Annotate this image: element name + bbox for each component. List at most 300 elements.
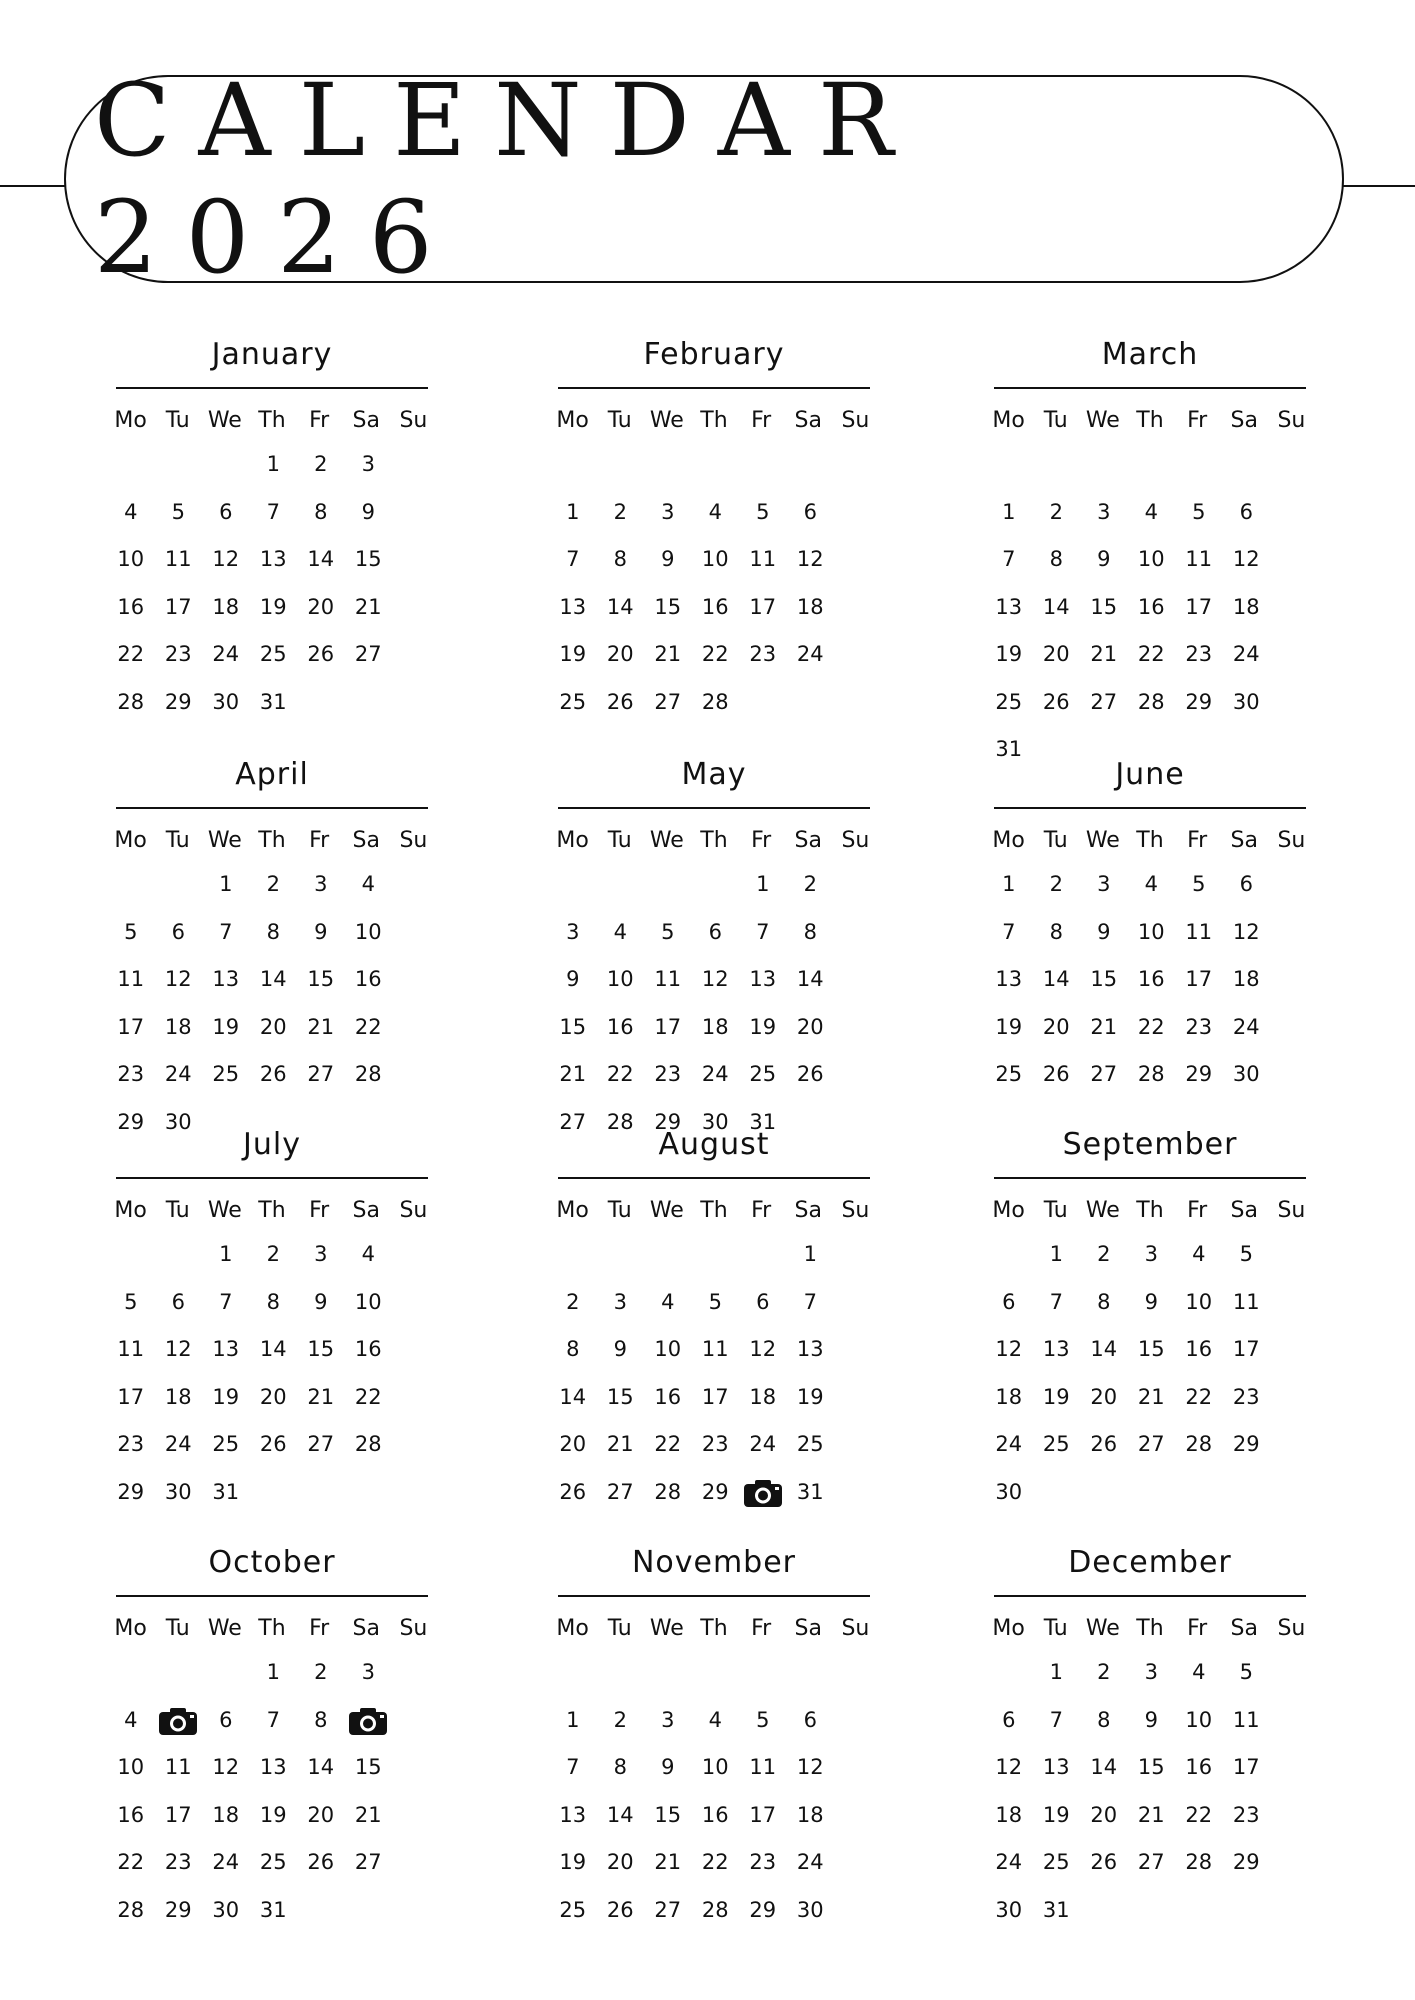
day-cell: 23: [117, 1062, 145, 1086]
day-cell: 18: [701, 1014, 729, 1039]
weekday-header: [985, 1191, 1315, 1231]
day-cell: 18: [995, 1384, 1023, 1409]
weekday-label: Su: [841, 1198, 870, 1223]
day-cell: 28: [1137, 689, 1165, 714]
day-cell: 3: [314, 872, 328, 896]
month-name: April: [235, 757, 309, 792]
day-cell: 3: [1097, 872, 1111, 896]
day-cell: 12: [749, 1337, 777, 1361]
day-cell: 14: [1042, 594, 1070, 619]
day-cell: 17: [749, 594, 777, 619]
weekday-label: Su: [1277, 408, 1306, 433]
day-cell: 24: [164, 1432, 192, 1456]
day-cell: 4: [661, 1289, 675, 1314]
day-cell: 3: [361, 452, 375, 476]
day-cell: 14: [606, 594, 634, 619]
day-cell: 13: [995, 967, 1023, 991]
day-cell: 8: [1049, 919, 1063, 944]
day-cell: 29: [164, 1897, 192, 1922]
day-cell: 10: [117, 547, 145, 571]
day-cell: 27: [1137, 1432, 1165, 1456]
day-cell: 28: [1185, 1432, 1213, 1456]
weekday-label: Tu: [165, 1616, 190, 1641]
day-cell: 31: [259, 689, 287, 714]
day-cell: 27: [354, 642, 382, 666]
day-cell: 26: [259, 1432, 287, 1456]
weekday-label: Fr: [751, 828, 772, 853]
day-cell: 29: [1232, 1850, 1260, 1874]
day-cell: 3: [661, 499, 675, 524]
weekday-label: Su: [1277, 1616, 1306, 1641]
day-cell: 21: [1090, 1014, 1118, 1039]
day-cell: 17: [117, 1014, 145, 1039]
day-cell: 24: [212, 642, 240, 666]
weekday-label: We: [207, 1198, 242, 1223]
weekday-label: Th: [258, 1616, 286, 1641]
empty-cell: [549, 1649, 597, 1697]
day-cell: 22: [1185, 1384, 1213, 1409]
weekday-label: Tu: [1043, 408, 1068, 433]
day-cell: 3: [613, 1289, 627, 1314]
day-cell: 12: [995, 1755, 1023, 1779]
day-cell: 12: [164, 967, 192, 991]
day-cell: 7: [1049, 1289, 1063, 1314]
weekday-label: Sa: [352, 828, 380, 853]
day-cell: 19: [995, 1014, 1023, 1039]
weekday-label: Fr: [309, 408, 330, 433]
day-cell: 23: [749, 642, 777, 666]
day-cell: 16: [1137, 594, 1165, 619]
month-may: [549, 755, 879, 1146]
day-cell: 14: [307, 547, 335, 571]
empty-cell: [107, 1231, 155, 1279]
weekday-label: Mo: [556, 408, 589, 433]
day-cell: 25: [259, 1850, 287, 1874]
day-cell: 10: [354, 1289, 382, 1314]
day-cell: 21: [654, 1850, 682, 1874]
day-cell: 6: [1002, 1289, 1016, 1314]
day-cell: 12: [1232, 547, 1260, 571]
day-cell: 29: [654, 1109, 682, 1134]
day-cell: 6: [708, 919, 722, 944]
day-cell: 12: [796, 1755, 824, 1779]
day-grid: [985, 441, 1315, 774]
day-cell: 21: [654, 642, 682, 666]
day-cell: 27: [1090, 689, 1118, 714]
empty-cell: [739, 1231, 787, 1279]
day-cell: 8: [266, 1289, 280, 1314]
day-cell: 13: [559, 594, 587, 619]
month-rule: [558, 807, 870, 809]
weekday-label: Mo: [114, 828, 147, 853]
day-cell: 16: [606, 1014, 634, 1039]
day-cell: 30: [701, 1109, 729, 1134]
day-cell: 19: [259, 594, 287, 619]
day-cell: 11: [654, 967, 682, 991]
day-cell: 7: [1002, 547, 1016, 571]
month-name: February: [643, 337, 785, 372]
day-cell: 21: [606, 1432, 634, 1456]
day-cell: 23: [1232, 1384, 1260, 1409]
month-name: May: [681, 757, 747, 792]
day-cell: 14: [606, 1802, 634, 1827]
weekday-label: Th: [1136, 828, 1164, 853]
day-cell: 19: [995, 642, 1023, 666]
day-cell: 25: [259, 642, 287, 666]
day-cell: 19: [1042, 1802, 1070, 1827]
day-cell: 29: [117, 1109, 145, 1134]
weekday-header: [985, 401, 1315, 441]
day-cell: 21: [1137, 1802, 1165, 1827]
empty-cell: [644, 441, 692, 489]
day-cell: 9: [361, 499, 375, 524]
day-cell: 30: [1232, 689, 1260, 714]
day-cell: 9: [1097, 547, 1111, 571]
day-cell: 22: [606, 1062, 634, 1086]
weekday-label: Tu: [1043, 1198, 1068, 1223]
day-cell: 18: [1232, 967, 1260, 991]
day-cell: 16: [117, 594, 145, 619]
day-cell: 20: [559, 1432, 587, 1456]
weekday-label: Fr: [751, 1198, 772, 1223]
day-cell: 25: [796, 1432, 824, 1456]
day-cell: 12: [1232, 919, 1260, 944]
day-cell: 7: [219, 919, 233, 944]
weekday-label: Fr: [309, 828, 330, 853]
day-cell: 18: [796, 594, 824, 619]
day-cell: 13: [1042, 1337, 1070, 1361]
day-cell: 20: [796, 1014, 824, 1039]
day-cell: 3: [1144, 1660, 1158, 1684]
empty-cell: [597, 1231, 645, 1279]
day-cell: 25: [995, 689, 1023, 714]
day-cell: 10: [354, 919, 382, 944]
day-cell: 4: [708, 499, 722, 524]
day-grid: [549, 441, 879, 726]
empty-cell: [787, 441, 835, 489]
day-cell: 21: [1137, 1384, 1165, 1409]
day-cell: 5: [1239, 1660, 1253, 1684]
day-grid: [985, 861, 1315, 1099]
day-cell: 21: [559, 1062, 587, 1086]
day-cell: 18: [212, 594, 240, 619]
weekday-label: We: [649, 408, 684, 433]
month-october: [107, 1543, 437, 1934]
day-cell: 23: [117, 1432, 145, 1456]
day-cell: 20: [259, 1384, 287, 1409]
day-cell: 17: [1232, 1337, 1260, 1361]
day-cell: 8: [803, 919, 817, 944]
day-cell: 30: [164, 1479, 192, 1504]
day-cell: 2: [803, 872, 817, 896]
day-cell: 18: [164, 1384, 192, 1409]
day-cell: 28: [654, 1479, 682, 1504]
day-cell: 8: [1049, 547, 1063, 571]
day-cell: 13: [995, 594, 1023, 619]
day-cell: 15: [1090, 967, 1118, 991]
empty-cell: [985, 1231, 1033, 1279]
weekday-label: Th: [700, 408, 728, 433]
day-cell: 11: [1185, 547, 1213, 571]
day-cell: 28: [117, 1897, 145, 1922]
month-name: September: [1062, 1127, 1238, 1162]
day-cell: 15: [654, 594, 682, 619]
day-grid: [985, 1231, 1315, 1516]
day-cell: 1: [219, 1242, 233, 1266]
weekday-label: Tu: [165, 828, 190, 853]
day-cell: 30: [796, 1897, 824, 1922]
empty-cell: [1175, 441, 1223, 489]
day-cell: 22: [701, 1850, 729, 1874]
day-cell: 6: [219, 1707, 233, 1732]
day-cell: 18: [749, 1384, 777, 1409]
weekday-label: Sa: [1230, 828, 1258, 853]
weekday-label: Th: [258, 408, 286, 433]
weekday-label: Fr: [1187, 828, 1208, 853]
weekday-label: We: [1085, 408, 1120, 433]
weekday-label: Sa: [352, 1616, 380, 1641]
day-cell: 8: [613, 1755, 627, 1779]
day-cell: 1: [1002, 499, 1016, 524]
day-cell: 28: [701, 689, 729, 714]
day-cell: 19: [749, 1014, 777, 1039]
weekday-label: We: [1085, 1616, 1120, 1641]
day-grid: [549, 861, 879, 1146]
day-cell: 7: [1002, 919, 1016, 944]
day-cell: 2: [613, 1707, 627, 1732]
day-cell: 22: [654, 1432, 682, 1456]
day-cell: 2: [566, 1289, 580, 1314]
day-cell: 8: [1097, 1707, 1111, 1732]
empty-cell: [644, 1649, 692, 1697]
day-cell: 19: [212, 1384, 240, 1409]
day-cell: 12: [212, 1755, 240, 1779]
day-cell: 26: [606, 689, 634, 714]
weekday-label: We: [1085, 828, 1120, 853]
day-cell: 6: [219, 499, 233, 524]
weekday-label: Tu: [1043, 828, 1068, 853]
day-cell: 24: [749, 1432, 777, 1456]
weekday-label: We: [207, 828, 242, 853]
day-cell: 17: [1232, 1755, 1260, 1779]
day-cell: 21: [307, 1014, 335, 1039]
day-cell: 7: [566, 1755, 580, 1779]
weekday-header: [107, 1191, 437, 1231]
title-pill: [64, 62, 1344, 296]
day-cell: 29: [1185, 689, 1213, 714]
month-rule: [558, 1595, 870, 1597]
day-cell: 9: [1144, 1289, 1158, 1314]
month-name: August: [658, 1127, 770, 1162]
day-cell: 1: [1049, 1242, 1063, 1266]
day-cell: 4: [361, 872, 375, 896]
day-cell: 28: [1185, 1850, 1213, 1874]
day-cell: 5: [756, 499, 770, 524]
weekday-label: We: [649, 1616, 684, 1641]
day-cell: 18: [1232, 594, 1260, 619]
day-cell: 12: [212, 547, 240, 571]
day-cell: 4: [124, 499, 138, 524]
weekday-label: Su: [399, 1616, 428, 1641]
day-cell: 6: [756, 1289, 770, 1314]
day-cell: 15: [559, 1014, 587, 1039]
day-cell: 19: [796, 1384, 824, 1409]
title-line-left: [0, 185, 66, 187]
weekday-label: Mo: [556, 1198, 589, 1223]
weekday-header: [107, 1609, 437, 1649]
day-cell: 11: [164, 547, 192, 571]
empty-cell: [549, 441, 597, 489]
day-cell: 5: [1192, 499, 1206, 524]
day-cell: 10: [1185, 1707, 1213, 1732]
day-cell: 2: [266, 872, 280, 896]
month-march: [985, 335, 1315, 774]
day-cell: 10: [1137, 919, 1165, 944]
day-cell: 18: [796, 1802, 824, 1827]
day-cell: 30: [212, 689, 240, 714]
weekday-label: Fr: [309, 1616, 330, 1641]
day-cell: 28: [1137, 1062, 1165, 1086]
day-cell: 6: [803, 499, 817, 524]
day-cell: 30: [164, 1109, 192, 1134]
day-cell: 8: [566, 1337, 580, 1361]
empty-cell: [597, 1649, 645, 1697]
weekday-label: We: [1085, 1198, 1120, 1223]
day-cell: 20: [1042, 1014, 1070, 1039]
month-rule: [116, 1595, 428, 1597]
day-cell: 26: [1042, 1062, 1070, 1086]
day-cell: 20: [259, 1014, 287, 1039]
day-cell: 24: [701, 1062, 729, 1086]
empty-cell: [692, 1231, 740, 1279]
day-cell: 5: [124, 919, 138, 944]
day-cell: 27: [1137, 1850, 1165, 1874]
day-cell: 27: [654, 1897, 682, 1922]
weekday-label: Sa: [794, 1616, 822, 1641]
day-cell: 15: [354, 547, 382, 571]
weekday-label: Fr: [1187, 408, 1208, 433]
day-cell: 8: [314, 499, 328, 524]
day-cell: 17: [749, 1802, 777, 1827]
empty-cell: [107, 441, 155, 489]
day-cell: 31: [796, 1479, 824, 1504]
day-grid: [549, 1649, 879, 1934]
day-cell: 24: [995, 1850, 1023, 1874]
weekday-label: Th: [1136, 1198, 1164, 1223]
day-cell: 12: [701, 967, 729, 991]
day-cell: 23: [164, 1850, 192, 1874]
day-cell: 27: [307, 1432, 335, 1456]
day-cell: 11: [1232, 1707, 1260, 1732]
weekday-label: Su: [841, 828, 870, 853]
weekday-label: Mo: [556, 1616, 589, 1641]
day-cell: 1: [1002, 872, 1016, 896]
month-rule: [558, 1177, 870, 1179]
month-june: [985, 755, 1315, 1099]
day-cell: 17: [164, 594, 192, 619]
weekday-label: Su: [399, 828, 428, 853]
empty-cell: [155, 1649, 203, 1697]
day-cell: 22: [1137, 1014, 1165, 1039]
day-cell: 18: [164, 1014, 192, 1039]
day-cell: 1: [266, 1660, 280, 1684]
empty-cell: [644, 861, 692, 909]
day-cell: 22: [354, 1014, 382, 1039]
day-cell: 23: [701, 1432, 729, 1456]
day-cell: 4: [1192, 1242, 1206, 1266]
weekday-label: Tu: [607, 1198, 632, 1223]
day-cell: 8: [613, 547, 627, 571]
day-cell: 27: [559, 1109, 587, 1134]
day-cell: 8: [314, 1707, 328, 1732]
day-cell: 24: [212, 1850, 240, 1874]
day-cell: 11: [117, 1337, 145, 1361]
day-cell: 15: [1137, 1755, 1165, 1779]
day-cell: 6: [1239, 499, 1253, 524]
day-cell: 26: [796, 1062, 824, 1086]
empty-cell: [202, 1649, 250, 1697]
day-cell: 8: [266, 919, 280, 944]
day-cell: 10: [701, 1755, 729, 1779]
weekday-label: Sa: [794, 408, 822, 433]
day-cell: 15: [307, 967, 335, 991]
day-cell: 26: [1042, 689, 1070, 714]
empty-cell: [202, 441, 250, 489]
day-cell: 16: [1185, 1755, 1213, 1779]
day-cell: 22: [1185, 1802, 1213, 1827]
day-grid: [107, 441, 437, 726]
weekday-label: Th: [700, 1616, 728, 1641]
weekday-label: Sa: [352, 408, 380, 433]
day-cell: 17: [117, 1384, 145, 1409]
weekday-label: Tu: [607, 1616, 632, 1641]
day-cell: 13: [212, 967, 240, 991]
day-cell: 1: [1049, 1660, 1063, 1684]
day-cell: 25: [995, 1062, 1023, 1086]
day-cell: 9: [1144, 1707, 1158, 1732]
empty-cell: [549, 861, 597, 909]
day-cell: 15: [606, 1384, 634, 1409]
day-cell: 13: [749, 967, 777, 991]
empty-cell: [787, 1649, 835, 1697]
day-cell: 10: [1185, 1289, 1213, 1314]
day-cell: 11: [164, 1755, 192, 1779]
month-name: July: [243, 1127, 301, 1162]
day-cell: 23: [1232, 1802, 1260, 1827]
day-cell: 5: [171, 499, 185, 524]
day-cell: 25: [559, 689, 587, 714]
day-cell: 13: [212, 1337, 240, 1361]
weekday-label: Su: [1277, 828, 1306, 853]
day-cell: 24: [1232, 642, 1260, 666]
day-cell: 17: [1185, 967, 1213, 991]
day-grid: [549, 1231, 879, 1516]
page-title: CALENDAR 2026: [94, 62, 922, 296]
day-cell: 29: [1232, 1432, 1260, 1456]
day-cell: 22: [354, 1384, 382, 1409]
day-cell: 28: [354, 1062, 382, 1086]
weekday-label: Sa: [1230, 408, 1258, 433]
day-cell: 27: [1090, 1062, 1118, 1086]
weekday-label: Su: [841, 408, 870, 433]
weekday-label: Tu: [607, 828, 632, 853]
day-cell: 23: [749, 1850, 777, 1874]
weekday-header: [549, 821, 879, 861]
day-cell: 26: [307, 1850, 335, 1874]
day-cell: 12: [796, 547, 824, 571]
empty-cell: [1033, 441, 1081, 489]
day-grid: [985, 1649, 1315, 1934]
